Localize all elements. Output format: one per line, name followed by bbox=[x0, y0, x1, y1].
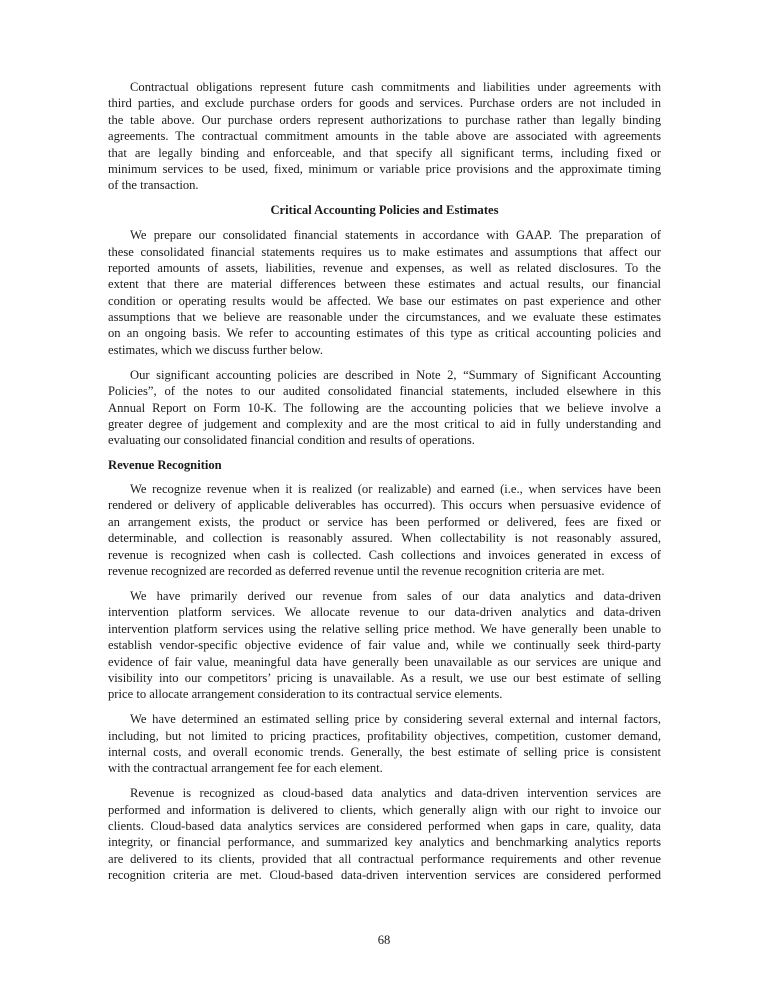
text-line: integrity, or financial performance, and summarized key analytics and benchmarking analytics reports bbox=[108, 835, 661, 850]
text-line: agreements. The contractual commitment amounts in the table above are associated with agreements bbox=[108, 129, 661, 144]
paragraph bbox=[108, 227, 661, 358]
page-body bbox=[108, 79, 661, 892]
text-line: recognition criteria are met. Cloud-based data-driven intervention services are considered performed bbox=[108, 868, 661, 883]
section-revenue-recognition bbox=[108, 481, 661, 883]
paragraph bbox=[108, 367, 661, 449]
paragraph bbox=[108, 481, 661, 579]
text-line: visibility into our competitors’ pricing is unavailable. As a result, we use our best estimate of selling bbox=[108, 670, 661, 685]
text-line: an arrangement exists, the product or service has been performed or delivered, fees are fixed or bbox=[108, 514, 661, 529]
text-line: are delivered to its clients, provided that all contractual performance requirements and other revenue bbox=[108, 851, 661, 866]
text-line: intervention platform services. We allocate revenue to our data-driven analytics and data-driven bbox=[108, 605, 661, 620]
text-line: We recognize revenue when it is realized (or realizable) and earned (i.e., when services have been bbox=[130, 482, 661, 497]
text-line: greater degree of judgement and complexity and are the most critical to aid in fully understanding and bbox=[108, 416, 661, 431]
text-line: internal costs, and overall economic trends. Generally, the best estimate of selling price is consistent bbox=[108, 744, 661, 759]
text-line: revenue is recognized when cash is collected. Cash collections and invoices generated in excess of bbox=[108, 547, 661, 562]
paragraph bbox=[108, 588, 661, 703]
text-line: the table above. Our purchase orders represent authorizations to purchase rather than legally binding bbox=[108, 112, 661, 127]
text-line: rendered or delivery of applicable deliverables has occurred). This occurs when persuasive evidence of bbox=[108, 498, 661, 513]
paragraph bbox=[108, 785, 661, 883]
text-line: determinable, and collection is reasonably assured. When collectability is not reasonably assured, bbox=[108, 531, 661, 546]
heading-critical-accounting: Critical Accounting Policies and Estimates bbox=[270, 203, 499, 218]
text-line: evaluating our consolidated financial condition and results of operations. bbox=[108, 433, 475, 448]
text-line: Our significant accounting policies are described in Note 2, “Summary of Significant Accounting bbox=[130, 367, 661, 382]
text-line: assumptions that we believe are reasonable under the circumstances, and we evaluate these estimates bbox=[108, 310, 661, 325]
text-line: estimates, which we discuss further below. bbox=[108, 342, 323, 357]
text-line: Revenue is recognized as cloud-based data analytics and data-driven intervention services are bbox=[130, 786, 661, 801]
text-line: minimum services to be used, fixed, minimum or variable price provisions and the approximate timing bbox=[108, 161, 661, 176]
section-contractual-obligations bbox=[108, 79, 661, 194]
text-line: these consolidated financial statements requires us to make estimates and assumptions that affect our bbox=[108, 244, 661, 259]
heading-revenue-recognition: Revenue Recognition bbox=[108, 458, 222, 473]
text-line: of the transaction. bbox=[108, 178, 199, 193]
paragraph bbox=[108, 711, 661, 777]
text-line: We prepare our consolidated financial statements in accordance with GAAP. The preparation of bbox=[130, 228, 661, 243]
text-line: performed and information is delivered to clients, which generally align with our right to invoice our bbox=[108, 802, 661, 817]
text-line: that are legally binding and enforceable, and that specify all significant terms, including fixed or bbox=[108, 145, 661, 160]
text-line: reported amounts of assets, liabilities, revenue and expenses, as well as related disclosures. To the bbox=[108, 260, 661, 275]
text-line: evidence of fair value, meaningful data have generally been unavailable as our services are unique and bbox=[108, 654, 661, 669]
text-line: We have determined an estimated selling price by considering several external and internal factors, bbox=[130, 712, 661, 727]
text-line: Contractual obligations represent future cash commitments and liabilities under agreements with bbox=[130, 80, 661, 94]
text-line: clients. Cloud-based data analytics services are considered performed when gaps in care, quality, data bbox=[108, 819, 661, 834]
text-line: condition or operating results would be affected. We base our estimates on past experience and other bbox=[108, 293, 661, 308]
page-number: 68 bbox=[377, 933, 391, 947]
text-line: on an ongoing basis. We refer to accounting estimates of this type as critical accounting policies and bbox=[108, 326, 661, 341]
text-line: Annual Report on Form 10-K. The following are the accounting policies that we believe involve a bbox=[108, 400, 661, 415]
paragraph bbox=[108, 79, 661, 194]
text-line: We have primarily derived our revenue from sales of our data analytics and data-driven bbox=[130, 588, 661, 603]
text-line: extent that there are material differences between these estimates and actual results, our financial bbox=[108, 277, 661, 292]
section-critical-accounting bbox=[108, 227, 661, 449]
text-line: Policies”, of the notes to our audited consolidated financial statements, included elsewhere in this bbox=[108, 384, 661, 399]
text-line: establish vendor-specific objective evidence of fair value and, while we continually seek third-party bbox=[108, 638, 661, 653]
text-line: intervention platform services using the relative selling price method. We have generally been unable to bbox=[108, 621, 661, 636]
text-line: revenue recognized are recorded as deferred revenue until the revenue recognition criteria are met. bbox=[108, 564, 605, 579]
text-line: third parties, and exclude purchase orders for goods and services. Purchase orders are not included in bbox=[108, 96, 661, 111]
text-line: price to allocate arrangement consideration to its contractual service elements. bbox=[108, 687, 503, 702]
text-line: including, but not limited to pricing practices, profitability objectives, competition, customer demand, bbox=[108, 728, 661, 743]
text-line: with the contractual arrangement fee for each element. bbox=[108, 761, 383, 776]
